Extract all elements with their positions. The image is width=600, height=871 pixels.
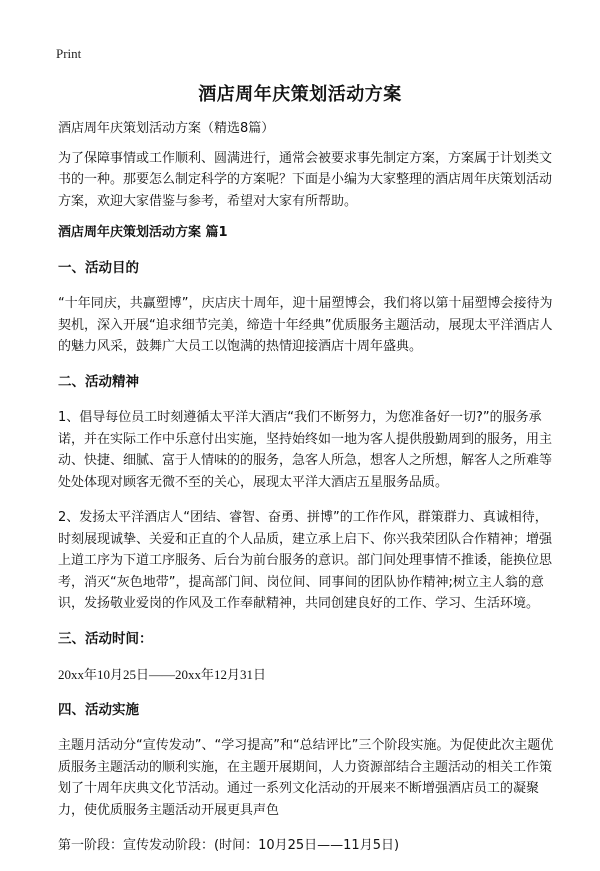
spirit-heading: 二、活动精神 [58,373,139,390]
time-paragraph: 20xx年10月25日——20xx年12月31日 [58,667,267,682]
article-body [58,118,558,871]
goal-paragraph: “十年同庆，共赢塑博”，庆店庆十周年，迎十届塑博会，我们将以第十届塑博会接待为契机，深入开展“追求细节完美，缔造十年经典”优质服务主题活动，展现太平洋酒店人的魅力风采，鼓舞广大员工以饱满的热情迎接酒店十周年盛典。 [58,296,553,354]
implementation-paragraph: 主题月活动分“宣传发动”、“学习提高”和“总结评比”三个阶段实施。为促使此次主题优质服务主题活动的顺利实施，在主题开展期间，人力资源部结合主题活动的相关工作策划了十周年庆典文化节活动。通过一系列文化活动的开展来不断增强酒店员工的凝聚力，使优质服务主题活动开展更具声色 [58,738,554,818]
implementation-heading: 四、活动实施 [58,701,139,718]
print-link[interactable]: Print [56,46,82,61]
spirit-paragraph-1: 1、倡导每位员工时刻遵循太平洋大酒店“我们不断努力，为您准备好一切?”的服务承诺，并在实际工作中乐意付出实施，坚持始终如一地为客人提供殷勤周到的服务，用主动、快捷、细腻、富于人情味的的服务，急客人所急，想客人之所想，解客人之所难等处处体现对顾客无微不至的关心，展现太平洋大酒店五星服务品质。 [58,410,553,490]
intro-paragraph: 为了保障事情或工作顺利、圆满进行，通常会被要求事先制定方案，方案属于计划类文书的一种。那要怎么制定科学的方案呢？下面是小编为大家整理的酒店周年庆策划活动方案，欢迎大家借鉴与参考，希望对大家有所帮助。 [58,150,553,209]
section-title: 酒店周年庆策划活动方案 篇1 [58,225,228,240]
spirit-paragraph-2: 2、发扬太平洋酒店人“团结、睿智、奋勇、拼博”的工作作风，群策群力、真诚相待，时刻展现诚挚、关爱和正直的个人品质，建立承上启下、你兴我荣团队合作精神；增强上道工序为下道工序服务、后台为前台服务的意识。部门间处理事情不推诿，能换位思考，消灭“灰色地带”，提高部门间、岗位间、同事间的团队协作精神;树立主人翁的意识，发扬敬业爱岗的作风及工作奉献精神，共同创建良好的工作、学习、生活环境。 [58,510,553,611]
page-title: 酒店周年庆策划活动方案 [198,84,402,105]
article-subtitle: 酒店周年庆策划活动方案（精选8篇） [58,121,275,136]
goal-heading: 一、活动目的 [58,259,139,276]
phase-1-line: 第一阶段：宣传发动阶段：(时间：10月25日——11月5日) [58,838,400,853]
time-heading: 三、活动时间： [58,630,153,647]
